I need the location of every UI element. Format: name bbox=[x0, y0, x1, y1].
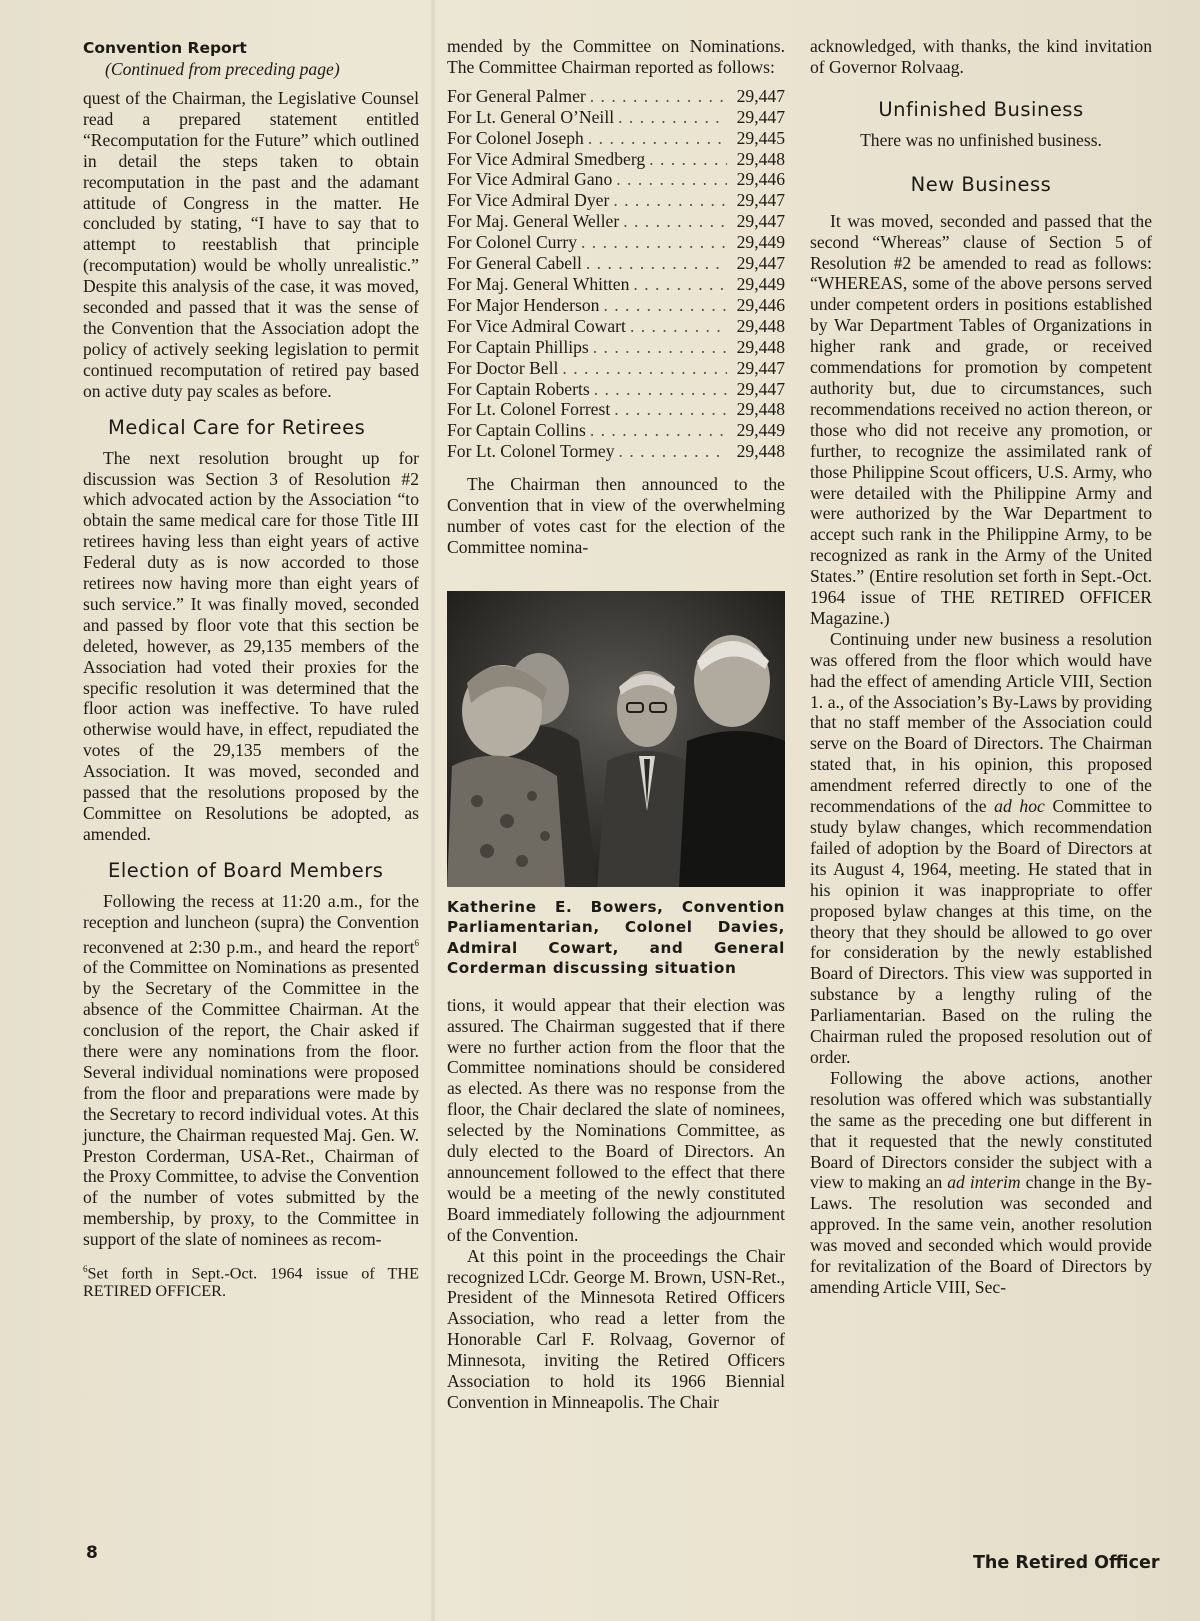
paragraph: acknowledged, with thanks, the kind invitation of Governor Rolvaag. bbox=[810, 36, 1152, 77]
column-middle bbox=[447, 36, 785, 1413]
tally-row bbox=[447, 253, 785, 274]
heading-new-business: New Business bbox=[910, 172, 1052, 196]
dot-leader bbox=[614, 107, 727, 128]
paragraph: The Chairman then announced to the Convention that in view of the overwhelming number of votes cast for the election of the Committee nomina- bbox=[447, 474, 785, 557]
paragraph: It was moved, seconded and passed that the second “Whereas” clause of Section 5 of Resolution #2 be amended to read as follows: “WHEREAS, some of the above persons served under competent orders in positions established by War Department Tables of Organizations in higher rank and grade, or received commendations for promotion by competent authority but, due to circumstances, such recommendations received no action thereon, or those who did not receive any promotion, or further, to recognize the assimilated rank of those Philippine Scout officers, U.S. Army, who were detailed with the Philippine Army and were authorized by the War Department to accept such rank in the Philippine Army, to be recognized as rank in the Army of the United States.” (Entire resolution set forth in Sept.-Oct. 1964 issue of THE RETIRED OFFICER Magazine.) bbox=[810, 210, 1152, 628]
vote-count: 29,448 bbox=[736, 441, 785, 462]
dot-leader bbox=[610, 399, 727, 420]
tally-row bbox=[447, 358, 785, 379]
column-right bbox=[810, 36, 1152, 1298]
dot-leader bbox=[609, 190, 727, 211]
text-run: Continuing under new business a resolution was offered from the floor which would have had the effect of amending Article VIII, Section 1. a., of the Association’s By-Laws by providing that no staff member of the Association could serve on the Board of Directors. The Chairman stated that, in his opinion, this proposed amendment referred directly to one of the recommendations of the bbox=[810, 628, 1152, 817]
nominee-name: For General Palmer bbox=[447, 85, 586, 106]
page-gutter bbox=[430, 0, 436, 1621]
nominee-name: For Captain Roberts bbox=[447, 378, 590, 399]
dot-leader bbox=[626, 316, 727, 337]
tally-row bbox=[447, 441, 785, 462]
nominee-name: For Doctor Bell bbox=[447, 357, 559, 378]
dot-leader bbox=[612, 169, 727, 190]
nominee-name: For General Cabell bbox=[447, 253, 582, 274]
tally-row bbox=[447, 169, 785, 190]
text-run: Committee to study bylaw changes, which recommendation failed of adoption by the Board of Directors at its August 4, 1964, meeting. He stated that in his opinion it was inappropriate to offer proposed bylaw changes at this time, on the theory that they should be allowed to go over for consideration by the newly established Board of Directors. This view was supported in substance by a lengthy ruling of the Parliamentarian. Based on the ruling the Chairman ruled the proposed resolution out of order. bbox=[810, 796, 1152, 1067]
paragraph: quest of the Chairman, the Legislative Counsel read a prepared statement entitled “Recomputation for the Future” which outlined in detail the steps taken to obtain recomputation in the past and the adamant attitude of Congress in the matter. He concluded by stating, “I have to say that to attempt to reestablish that principle (recomputation) would be wholly unrealistic.” Despite this analysis of the case, it was moved, seconded and passed that it was the sense of the Convention that the Association adopt the policy of actively seeking legislation to permit continued recomputation of retired pay based on active duty pay scales as before. bbox=[83, 88, 419, 401]
tally-row bbox=[447, 211, 785, 232]
vote-count: 29,449 bbox=[736, 420, 785, 441]
tally-row bbox=[447, 295, 785, 316]
paragraph: The next resolution brought up for discussion was Section 3 of Resolution #2 which advocated action by the Association “to obtain the same medical care for those Title III retirees having less than eight years of active Federal duty as is now accorded to those retirees now having more than eight years of such service.” It was finally moved, seconded and passed by floor vote that this section be deleted, however, as 29,135 members of the Association had voted their proxies for the specific resolution it was determined that the floor action was ineffective. To have ruled otherwise would have, in effect, repudiated the votes of the 29,135 members of the Association. It was moved, seconded and passed that the resolutions proposed by the Committee on Resolutions be adopted, as amended. bbox=[83, 447, 419, 844]
vote-count: 29,447 bbox=[736, 253, 785, 274]
heading-unfinished-business: Unfinished Business bbox=[878, 97, 1084, 121]
dot-leader bbox=[584, 128, 727, 149]
nominee-name: For Lt. Colonel Forrest bbox=[447, 399, 611, 420]
continued-note: (Continued from preceding page) bbox=[105, 59, 340, 79]
paragraph: mended by the Committee on Nominations. The Committee Chairman reported as follows: bbox=[447, 36, 785, 77]
vote-count: 29,446 bbox=[736, 169, 785, 190]
nominee-name: For Lt. Colonel Tormey bbox=[447, 441, 615, 462]
footnote-mark: 6 bbox=[83, 1264, 88, 1275]
page-number: 8 bbox=[86, 1543, 98, 1563]
dot-leader bbox=[629, 274, 727, 295]
vote-count: 29,447 bbox=[736, 85, 785, 106]
vote-count: 29,446 bbox=[736, 294, 785, 315]
vote-count: 29,448 bbox=[736, 336, 785, 357]
tally-row bbox=[447, 149, 785, 170]
nominee-name: For Vice Admiral Dyer bbox=[447, 190, 610, 211]
vote-count: 29,447 bbox=[736, 378, 785, 399]
dot-leader bbox=[599, 295, 727, 316]
tally-row bbox=[447, 107, 785, 128]
paragraph: tions, it would appear that their election was assured. The Chairman suggested that if there were no further action from the floor that the Committee nominations should be considered as elected. As there was no response from the floor, the Chair declared the slate of nominees, selected by the Nominations Committee, as duly elected to the Board of Directors. An announcement followed to the effect that there would be a meeting of the newly constituted Board immediately following the adjournment of the Convention. bbox=[447, 994, 785, 1245]
nominee-name: For Vice Admiral Cowart bbox=[447, 315, 626, 336]
tally-row bbox=[447, 379, 785, 400]
vote-count: 29,447 bbox=[736, 357, 785, 378]
nominee-name: For Maj. General Whitten bbox=[447, 273, 630, 294]
paragraph: There was no unfinished business. bbox=[860, 129, 1102, 150]
dot-leader bbox=[615, 441, 727, 462]
vote-count: 29,448 bbox=[736, 315, 785, 336]
nominee-name: For Captain Collins bbox=[447, 420, 586, 441]
tally-row bbox=[447, 86, 785, 107]
tally-row bbox=[447, 274, 785, 295]
vote-count: 29,448 bbox=[736, 399, 785, 420]
text-run: change in the By-Laws. The resolution was seconded and approved. In the same vein, another resolution was moved and seconded which would provide for revitalization of the Board of Directors by amending Article VIII, Sec- bbox=[810, 1172, 1153, 1297]
text-run: Following the recess at 11:20 a.m., for the reception and luncheon (supra) the Convention reconvened at 2:30 p.m., and heard the report bbox=[83, 890, 419, 957]
nominee-name: For Vice Admiral Smedberg bbox=[447, 148, 646, 169]
footnote bbox=[83, 1260, 419, 1300]
convention-photo bbox=[447, 591, 785, 887]
running-footer: The Retired Officer bbox=[973, 1553, 1160, 1573]
dot-leader bbox=[586, 86, 727, 107]
photo-illustration bbox=[447, 591, 785, 887]
vote-count: 29,447 bbox=[736, 190, 785, 211]
footnote-ref: 6 bbox=[414, 937, 419, 948]
dot-leader bbox=[619, 211, 727, 232]
paragraph bbox=[810, 1068, 1152, 1298]
heading-medical-care: Medical Care for Retirees bbox=[108, 415, 366, 439]
vote-count: 29,447 bbox=[736, 211, 785, 232]
nominee-name: For Colonel Curry bbox=[447, 232, 577, 253]
italic-term: ad hoc bbox=[994, 796, 1045, 817]
vote-count: 29,449 bbox=[736, 232, 785, 253]
vote-count: 29,448 bbox=[736, 148, 785, 169]
tally-row bbox=[447, 190, 785, 211]
tally-row bbox=[447, 128, 785, 149]
italic-term: ad interim bbox=[947, 1172, 1021, 1193]
vote-count: 29,447 bbox=[736, 106, 785, 127]
nominee-name: For Vice Admiral Gano bbox=[447, 169, 613, 190]
text-run: Following the above actions, another resolution was offered which was substantially the same as the preceding one but different in that it requested that the newly constituted Board of Directors consider the subject with a view to making an bbox=[810, 1067, 1152, 1193]
dot-leader bbox=[577, 232, 727, 253]
vote-count: 29,445 bbox=[736, 127, 785, 148]
footnote-text: Set forth in Sept.-Oct. 1964 issue of THE RETIRED OFFICER. bbox=[83, 1264, 419, 1301]
column-left bbox=[83, 36, 419, 1300]
tally-row bbox=[447, 420, 785, 441]
dot-leader bbox=[590, 379, 727, 400]
tally-row bbox=[447, 399, 785, 420]
section-kicker: Convention Report bbox=[83, 39, 247, 57]
paragraph: At this point in the proceedings the Chair recognized LCdr. George M. Brown, USN-Ret., President of the Minnesota Retired Officers Association, who read a letter from the Honorable Carl F. Rolvaag, Governor of Minnesota, inviting the Retired Officers Association to hold its 1966 Biennial Convention in Minneapolis. The Chair bbox=[447, 1245, 785, 1412]
dot-leader bbox=[589, 337, 727, 358]
text-run: of the Committee on Nominations as presented by the Secretary of the Committee in the absence of the Committee Chairman. At the conclusion of the report, the Chair asked if there were any nominations from the floor. Several individual nominations were proposed from the floor and preparations were made by the Secretary to record individual votes. At this juncture, the Chairman requested Maj. Gen. W. Preston Corderman, USA-Ret., Chairman of the Proxy Committee, to advise the Convention of the number of votes submitted by the membership, by proxy, to the Committee in support of the slate of nominees as recom- bbox=[83, 957, 419, 1250]
tally-row bbox=[447, 232, 785, 253]
dot-leader bbox=[558, 358, 727, 379]
heading-election: Election of Board Members bbox=[108, 858, 384, 882]
vote-tally-list bbox=[447, 86, 785, 462]
nominee-name: For Lt. General O’Neill bbox=[447, 106, 615, 127]
tally-row bbox=[447, 316, 785, 337]
vote-count: 29,449 bbox=[736, 273, 785, 294]
nominee-name: For Maj. General Weller bbox=[447, 211, 620, 232]
photo-caption: Katherine E. Bowers, Convention Parliamentarian, Colonel Davies, Admiral Cowart, and General Corderman discussing situation bbox=[447, 897, 785, 978]
paragraph bbox=[810, 629, 1152, 1068]
paragraph bbox=[83, 891, 419, 1250]
nominee-name: For Captain Phillips bbox=[447, 336, 589, 357]
dot-leader bbox=[645, 149, 727, 170]
nominee-name: For Colonel Joseph bbox=[447, 127, 584, 148]
nominee-name: For Major Henderson bbox=[447, 294, 600, 315]
dot-leader bbox=[582, 253, 727, 274]
tally-row bbox=[447, 337, 785, 358]
dot-leader bbox=[586, 420, 727, 441]
